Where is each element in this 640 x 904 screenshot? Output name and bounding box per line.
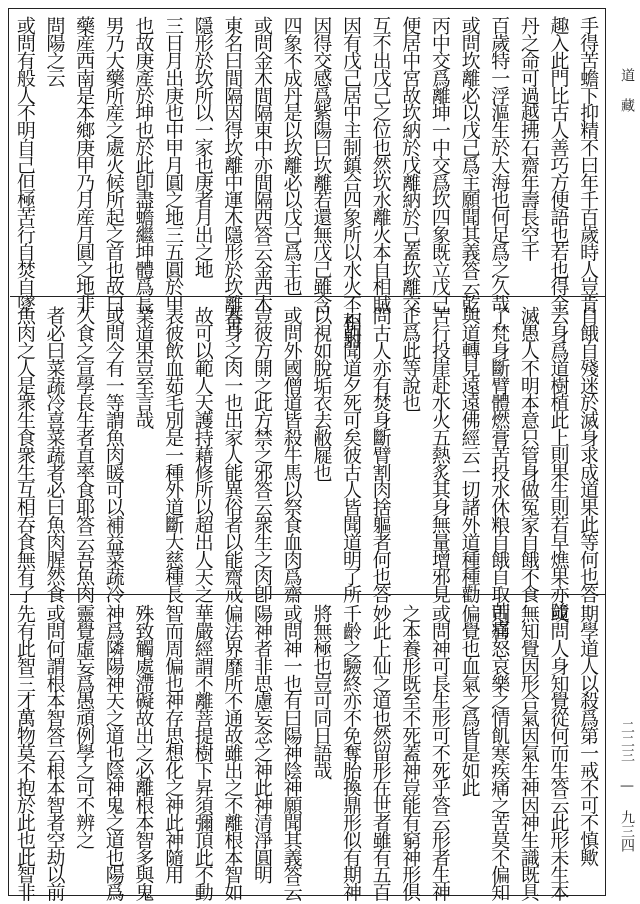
text-column: 便居中宮故坎納於戊離納於己蓋坎離交 — [399, 16, 422, 312]
text-column: 手得苦蟾下抑精不曰年千百歲時人豈肯 — [577, 16, 600, 312]
text-column: 問陽之云 — [43, 16, 66, 86]
text-column: 苦行投崖赴水火五熱炙其身無量增邪見 — [428, 306, 451, 602]
text-column: 偏覺也血氣之爲皆是如此 — [458, 604, 481, 796]
text-column: 偏法界靡所不通故雖出之不離根本智如 — [221, 604, 244, 900]
text-column: 之本養形既至不死蓋神豈能有窮神形俱 — [399, 604, 422, 900]
text-column: 吾身之肉一也出家人能異俗者以能齋戒 — [221, 306, 244, 602]
text-column: 互不出戊己之位也然坎水離火本自相賊 — [369, 16, 392, 312]
text-column: 藥産西南是本鄉庚甲乃月産月圓之地非 — [73, 16, 96, 312]
text-column: 自餓自殘迷於滅身求成道果此等何也答 — [577, 306, 600, 602]
text-column: 或問金木間隔東中亦間隔西答云金西木 — [251, 16, 274, 312]
text-column: 滅愚人不明本意只管身做冤家自餓不食 — [517, 306, 540, 602]
text-column: 豈彼方開之此方禁之邪答云衆生之肉卽 — [251, 306, 274, 602]
text-column: 智而周偏也神存思想化之神此神隨用 — [162, 604, 185, 883]
text-column: 無知覺因形合氣因氣生神因神生識既具 — [517, 604, 540, 900]
text-column: 丹之命可過越拂石齋年壽長空千 — [517, 16, 540, 260]
page-reference: 二二三 — 九三四 — [619, 720, 635, 852]
text-column: 以視如脫垢衣去敝屣也 — [310, 306, 333, 481]
text-column: 趣入此門比古人善巧方便語也若也得金 — [547, 16, 570, 312]
text-column: 問古人亦有焚身斷臂割肉捨軀者何也答 — [369, 306, 392, 602]
text-column: 因得交感爲紫陽曰坎離若還無戊己雖含 — [310, 16, 333, 312]
text-column: 表彼飲血茹毛別是一種外道斷大慈種長 — [162, 306, 185, 602]
text-column: 或問有般人不明自己但極苦行自焚自墜 — [13, 16, 36, 312]
text-column: 隱形於坎所以一家也庚者月出之地 — [191, 16, 214, 278]
text-column: 了梵身斷臂體燃膏苦投水休粮自餓自取苦痛 — [488, 306, 511, 637]
text-column: 妙此上仙之道也然留形在世者雖有五百 — [369, 604, 392, 900]
text-column: 云朝聞道夕死可矣彼古人皆聞道明了所 — [339, 306, 362, 602]
text-column: 者必曰菜蔬冷喜菜蔬者必曰魚肉腥然食 — [43, 306, 66, 602]
text-column: 故可以範人天護持藉修所以超出人天之 — [191, 306, 214, 602]
panel-divider — [10, 594, 606, 595]
text-column: 千齡之驗終亦不免奪胎換鼎形似有期神 — [339, 604, 362, 900]
text-column: 四象不成丹是以坎離必以戊己爲主也 — [280, 16, 303, 295]
text-column: 正爲此等說也 — [399, 306, 422, 411]
text-column: 先有此智三才萬物莫不抱於此也此智非 — [13, 604, 36, 900]
text-column: 與道轉見遠遠佛經云一切諸外道種種勸 — [458, 306, 481, 602]
text-column: 或問何謂根本智答云根本智者空劫以前 — [43, 604, 66, 900]
text-column: 或問人身知覺從何而生答云此形未生本 — [547, 604, 570, 900]
text-column: 殊致觸處滯礙故出之必離根本智多與鬼 — [132, 604, 155, 900]
text-column: 東名曰間隔因得坎離中運木隱形於坎離金 — [221, 16, 244, 330]
text-column: 或問外國僧道皆殺牛馬以祭食血肉爲齋 — [280, 306, 303, 602]
text-column: 或問坎離必以戊己爲主願聞其義答云乾 — [458, 16, 481, 312]
text-column: 或問今有一等謂魚肉暖可以補益菜蔬冷 — [102, 306, 125, 602]
text-column: 男乃大藥所産之處火候所起之首也故曰 — [102, 16, 125, 312]
text-column: 百歲特一浮漚生於大海也何足爲之久哉 — [488, 16, 511, 312]
panel-divider — [10, 296, 606, 297]
collection-title: 道 藏 — [619, 68, 635, 112]
text-column: 神爲隣陽神天之道也陰神鬼之道也陽爲 — [102, 604, 125, 900]
text-column: 則喜怒哀樂之情飢寒疾痛之苦莫不偏知 — [488, 604, 511, 900]
text-column: 期學道人以殺爲第一戒不可不慎歟 — [577, 604, 600, 866]
text-column: 華嚴經謂不離菩提樹下昇須彌頂此不動 — [191, 604, 214, 900]
text-column: 魚肉之人是衆生食衆生互相吞食無有了 — [13, 306, 36, 602]
text-column: 云身爲道樹植此上則果生則若早燋果亦隨 — [547, 306, 570, 620]
text-panel-bottom — [10, 598, 603, 900]
text-column: 久食之宣學長生者直率食耶答云吾魚肉 — [73, 306, 96, 602]
text-column: 陽神者非思慮妄念之神此神清淨圓明 — [251, 604, 274, 883]
text-column: 將無極也豈可同日語哉 — [310, 604, 333, 779]
text-column: 業道果豈至言哉 — [132, 306, 155, 428]
text-panel-top — [10, 10, 603, 347]
text-column: 或問神一也有曰陽神陰神願聞其義答云 — [280, 604, 303, 900]
text-column: 靈覺虛妄爲愚頑例學之可不辨之 — [73, 604, 96, 848]
text-column: 三日月出庚也中甲月圓之地三五圓於甲 — [162, 16, 185, 312]
text-column: 也故庚產於坤也於此卽盡蟾繼坤體爲長 — [132, 16, 155, 312]
text-column: 因有戊己居中主制鎮合四象所以水火不相射 — [339, 16, 362, 347]
text-panel-middle — [10, 300, 603, 637]
text-column: 丙中交爲離坤一中交爲坎四象既立戊己 — [428, 16, 451, 312]
text-column: 或問神可長生形可不死乎答云形者生神 — [428, 604, 451, 900]
